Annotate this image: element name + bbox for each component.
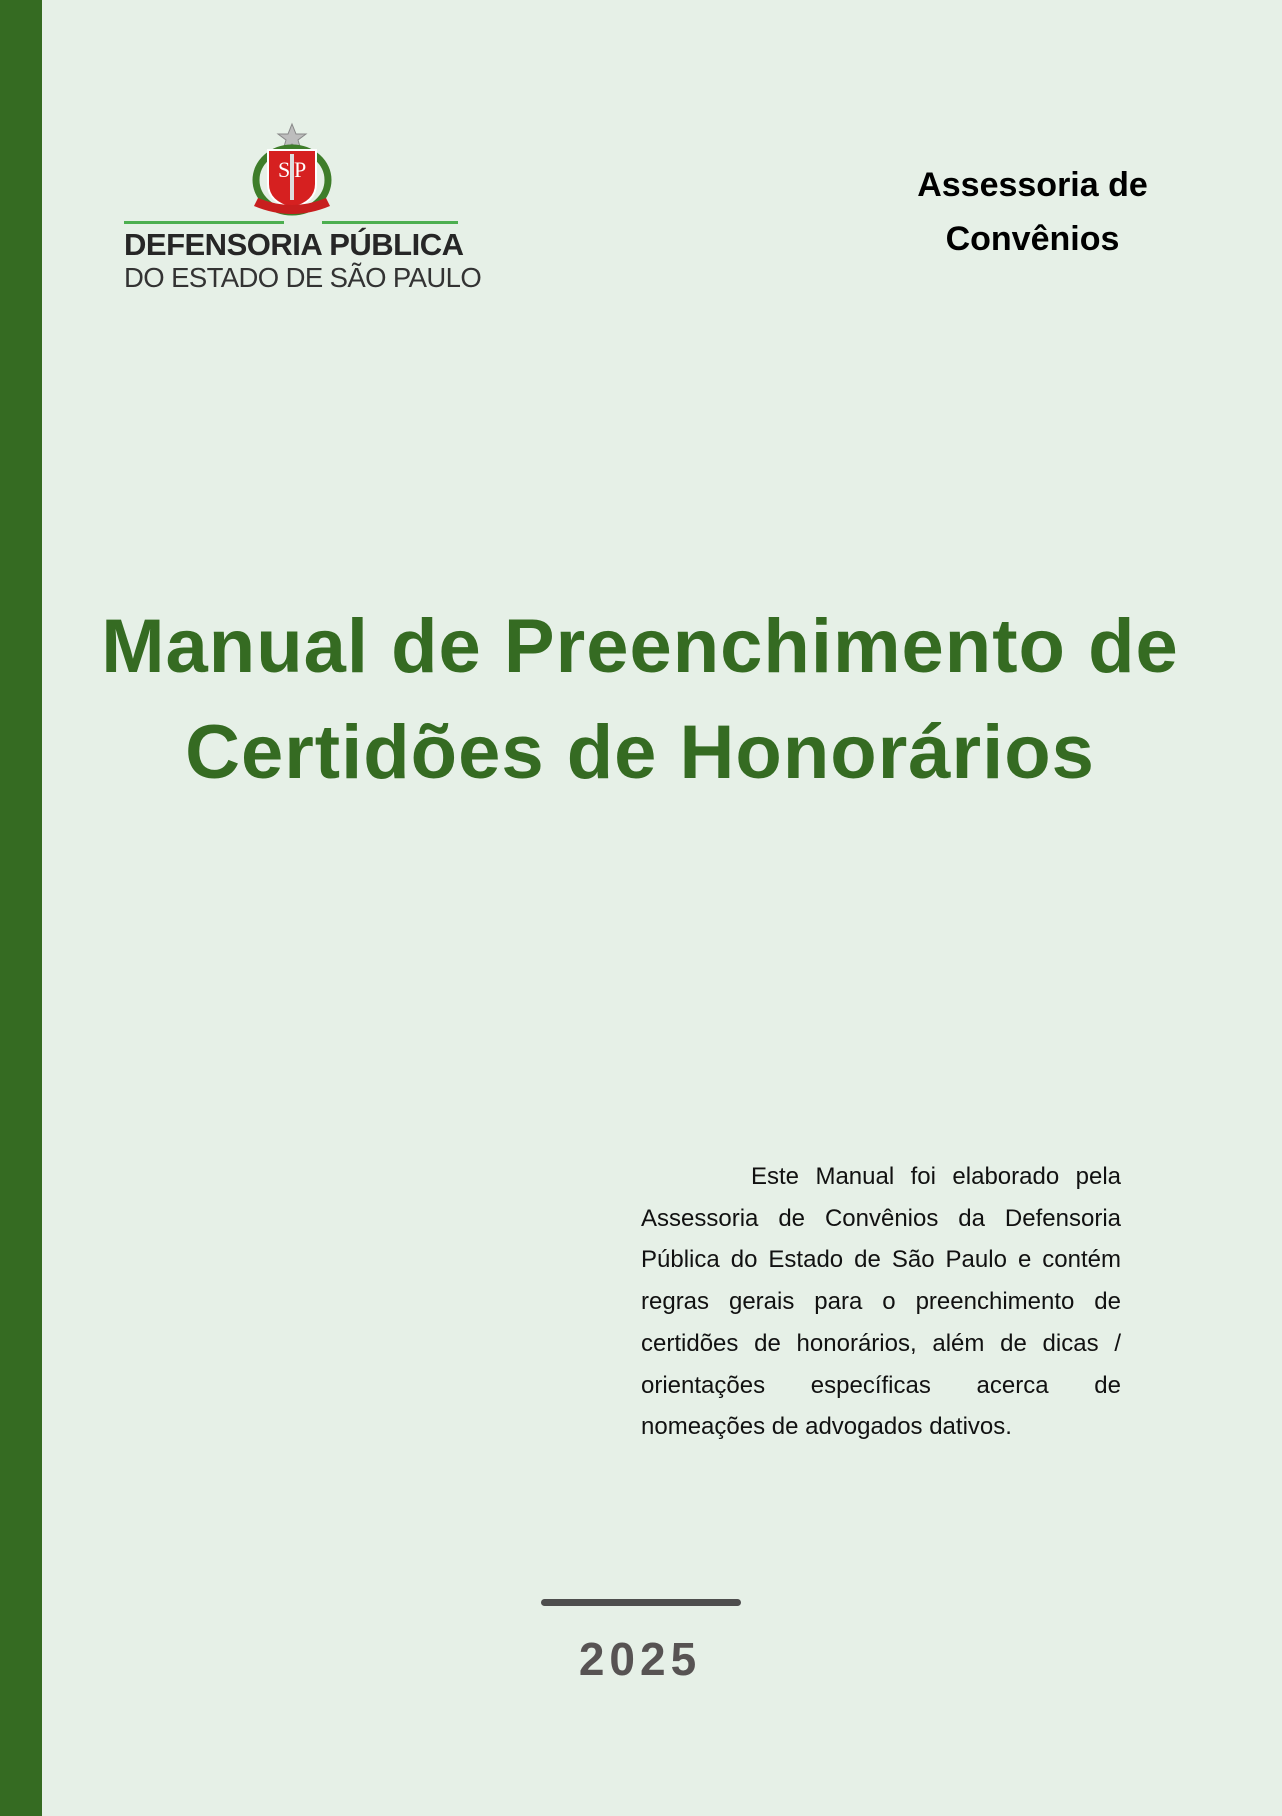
- sidebar-accent-bar: [0, 0, 42, 1816]
- svg-text:S: S: [278, 157, 291, 182]
- logo-line2: DO ESTADO DE SÃO PAULO: [124, 262, 482, 293]
- logo-rule-left: [124, 221, 284, 224]
- svg-text:P: P: [294, 157, 307, 182]
- department-name: Assessoria de Convênios: [917, 166, 1148, 258]
- sao-paulo-coat-of-arms-icon: [248, 122, 336, 220]
- logo-rule-right: [322, 221, 458, 224]
- document-description: Este Manual foi elaborado pela Assessoria de Convênios da Defensoria Pública do Estado de São Paulo e contém regras gerais para o preenchimento de certidões de honorários, além de dicas / orientações específicas acerca de nomeações de advogados dativos.: [641, 1163, 1121, 1441]
- divider: [541, 1599, 741, 1606]
- defensoria-logo: [124, 122, 482, 293]
- document-year: 2025: [578, 1633, 702, 1685]
- document-title: Manual de Preenchimento de Certidões de Honorários: [101, 604, 1179, 795]
- logo-line1: DEFENSORIA PÚBLICA: [124, 227, 464, 262]
